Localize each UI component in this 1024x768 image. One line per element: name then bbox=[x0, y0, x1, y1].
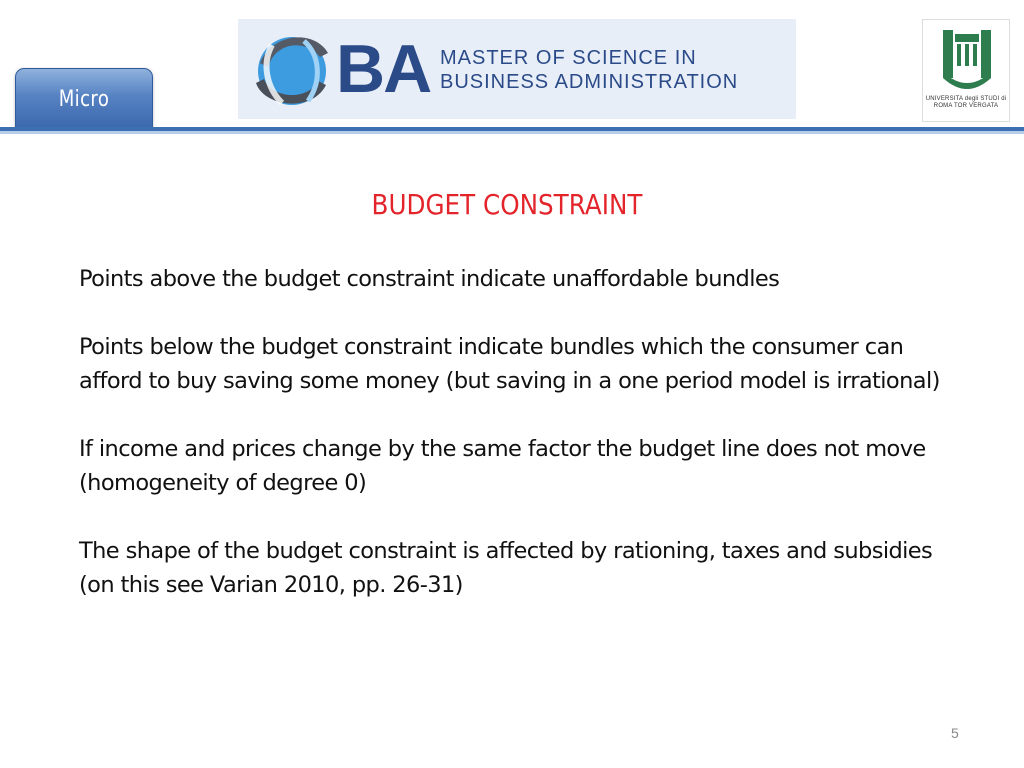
university-name: UNIVERSITA degli STUDI di ROMA TOR VERGATA bbox=[925, 96, 1007, 109]
program-banner bbox=[238, 19, 796, 119]
globe-logo-icon bbox=[242, 23, 338, 115]
program-acronym: BA bbox=[336, 31, 431, 107]
body-paragraph: If income and prices change by the same factor the budget line does not move (homogeneity of degree 0) bbox=[79, 436, 926, 496]
section-tab-label: Micro bbox=[58, 87, 110, 112]
program-name-line-2: BUSINESS ADMINISTRATION bbox=[440, 71, 739, 93]
program-name-line-1: MASTER OF SCIENCE IN bbox=[440, 47, 697, 69]
slide-body bbox=[79, 262, 959, 636]
university-logo bbox=[922, 19, 1010, 122]
header-divider-shadow bbox=[0, 131, 1024, 134]
slide-title: BUDGET CONSTRAINT bbox=[371, 188, 643, 221]
university-crest-icon bbox=[923, 20, 1011, 96]
section-tab-micro[interactable] bbox=[15, 68, 153, 128]
page-number: 5 bbox=[951, 725, 959, 741]
body-paragraph: The shape of the budget constraint is affected by rationing, taxes and subsidies (on this see Varian 2010, pp. 26-31) bbox=[79, 538, 933, 598]
body-paragraph: Points above the budget constraint indicate unaffordable bundles bbox=[79, 266, 780, 292]
body-paragraph: Points below the budget constraint indicate bundles which the consumer can afford to buy saving some money (but saving in a one period model is irrational) bbox=[79, 334, 940, 394]
